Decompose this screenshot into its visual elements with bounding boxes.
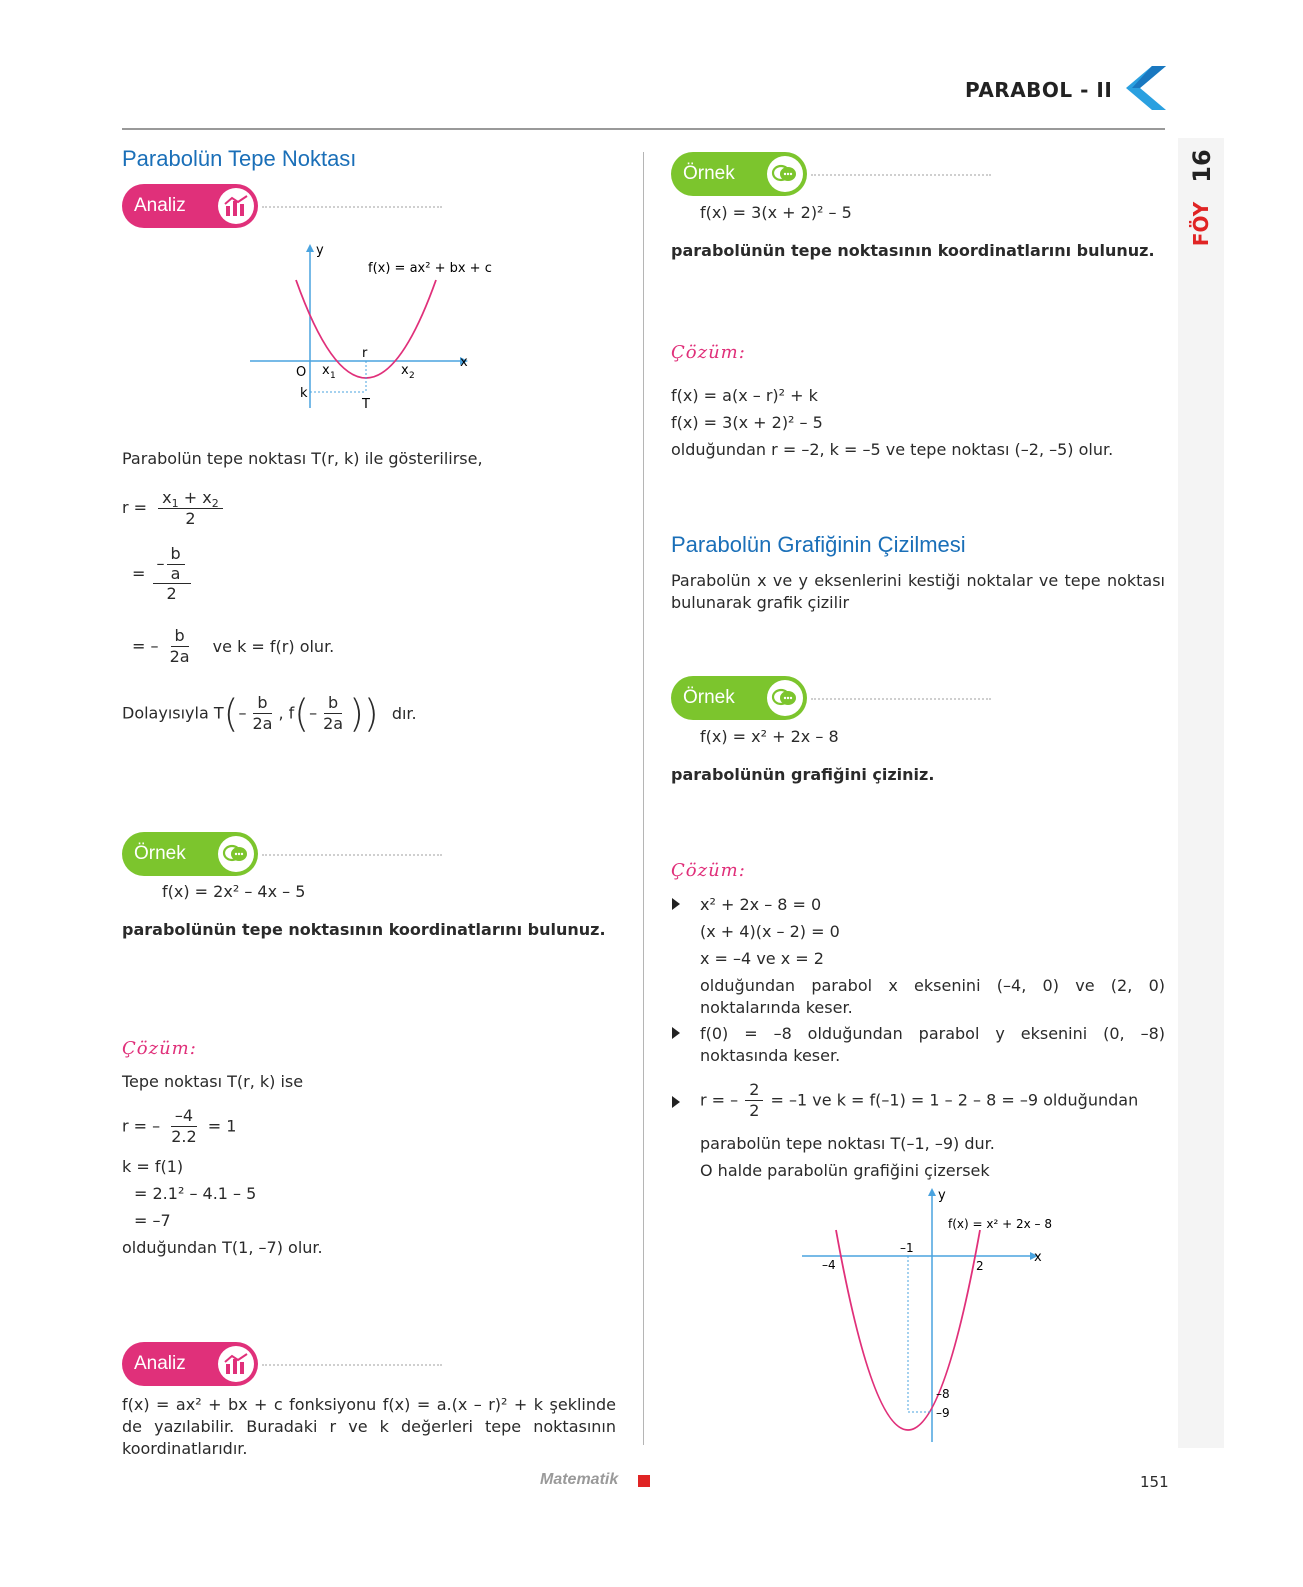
bullet-icon	[672, 1027, 680, 1039]
ornek2-question: parabolünün grafiğini çiziniz.	[671, 765, 935, 784]
solution-r: r = – $\frac{-4}{2.2}$ = 1	[122, 1106, 237, 1146]
speech-bubbles-icon	[767, 680, 803, 716]
vertex-label: T	[362, 397, 370, 412]
page-title: PARABOL - II	[965, 78, 1113, 102]
ornek-badge-right-1	[671, 152, 807, 196]
header-rule	[122, 128, 1165, 130]
ornek-question: parabolünün tepe noktasının koordinatlarını bulunuz.	[122, 920, 606, 939]
step-a3: x = –4 ve x = 2	[700, 949, 824, 968]
k-label: k	[300, 386, 308, 401]
ornek-label: Örnek	[134, 843, 186, 864]
vertex-intro: Parabolün tepe noktası T(r, k) ile gösterilirse,	[122, 449, 483, 468]
r-formula-1: r = $\frac{x_1 + x_2}{2}$	[122, 488, 225, 529]
dotted-line	[262, 854, 442, 856]
x-axis-label: x	[1034, 1250, 1042, 1265]
step-a2: (x + 4)(x – 2) = 0	[700, 922, 840, 941]
bullet-icon	[672, 1096, 680, 1108]
sol1-line2: f(x) = 3(x + 2)² – 5	[671, 413, 823, 432]
vertex-formula: Dolayısıyla T(– $\frac{b}{2a}$ , f(– $\frac{b}{2a}$ )) dır.	[122, 691, 417, 736]
section-title-vertex: Parabolün Tepe Noktası	[122, 146, 357, 171]
analiz-badge-2	[122, 1342, 258, 1386]
section-title-graph: Parabolün Grafiğinin Çizilmesi	[671, 532, 966, 557]
dotted-line	[811, 698, 991, 700]
footer-subject: Matematik	[540, 1471, 619, 1488]
page-number: 151	[1140, 1473, 1169, 1491]
x2-subscript: 2	[409, 371, 415, 381]
tick-minus9: –9	[936, 1406, 950, 1420]
analiz-badge	[122, 184, 258, 228]
function-label: f(x) = ax² + bx + c	[368, 261, 492, 276]
parabola-graph-example	[798, 1184, 1078, 1446]
tick-2: 2	[976, 1259, 984, 1273]
tick-minus4: –4	[822, 1258, 836, 1272]
ornek2-function: f(x) = x² + 2x – 8	[700, 727, 839, 746]
ornek1-function: f(x) = 3(x + 2)² – 5	[700, 203, 852, 222]
step-a4: olduğundan parabol x eksenini (–4, 0) ve (2, 0) noktalarında keser.	[700, 976, 1165, 1017]
dotted-line	[262, 206, 442, 208]
analiz-text: f(x) = ax² + bx + c fonksiyonu f(x) = a.(x – r)² + k şeklinde de yazılabilir. Buradaki r ve k değerleri tepe noktasının koordinatlarıdır.	[122, 1395, 616, 1458]
speech-bubbles-icon	[767, 156, 803, 192]
speech-bubbles-icon	[218, 836, 254, 872]
solution-k3: = –7	[134, 1211, 171, 1230]
step-b1: f(0) = –8 olduğundan parabol y eksenini (0, –8) noktasında keser.	[700, 1024, 1165, 1065]
origin-label: O	[296, 365, 307, 380]
side-letters: FÖY	[1189, 201, 1213, 247]
x2-label: x	[401, 363, 409, 378]
bullet-icon	[672, 898, 680, 910]
step-c1: r = – $\frac{2}{2}$ = –1 ve k = f(–1) = 1 – 2 – 8 = –9 olduğundan	[700, 1080, 1139, 1120]
chart-icon	[218, 1346, 254, 1382]
ornek-label: Örnek	[683, 163, 735, 184]
step-c2: parabolün tepe noktası T(–1, –9) dur.	[700, 1134, 995, 1153]
solution-k1: k = f(1)	[122, 1157, 184, 1176]
column-divider	[643, 152, 644, 1445]
ornek-badge-right-2	[671, 676, 807, 720]
ornek1-question: parabolünün tepe noktasının koordinatlarını bulunuz.	[671, 241, 1155, 260]
solution-intro: Tepe noktası T(r, k) ise	[122, 1072, 304, 1091]
sol1-line1: f(x) = a(x – r)² + k	[671, 386, 818, 405]
y-axis-label: y	[938, 1188, 946, 1203]
step-c3: O halde parabolün grafiğini çizersek	[700, 1161, 990, 1180]
x-axis-label: x	[460, 355, 468, 370]
dotted-line	[262, 1364, 442, 1366]
chevron-left-icon	[1122, 64, 1168, 112]
y-axis-label: y	[316, 243, 324, 258]
parabola-graph-general	[248, 240, 498, 415]
analiz-label: Analiz	[134, 1353, 186, 1374]
solution-k2: = 2.1² – 4.1 – 5	[134, 1184, 257, 1203]
ornek-function: f(x) = 2x² – 4x – 5	[162, 882, 306, 901]
ornek-badge	[122, 832, 258, 876]
cozum-heading: Çözüm:	[122, 1038, 197, 1059]
cozum-heading-right-2: Çözüm:	[671, 860, 746, 881]
r-label: r	[362, 346, 368, 361]
chart-icon	[218, 188, 254, 224]
dotted-line	[811, 174, 991, 176]
ornek-label: Örnek	[683, 687, 735, 708]
cozum-heading-right-1: Çözüm:	[671, 342, 746, 363]
step-a1: x² + 2x – 8 = 0	[700, 895, 822, 914]
chapter-number: 16	[1188, 149, 1216, 183]
footer-square-icon	[638, 1475, 650, 1487]
x1-label: x	[322, 363, 330, 378]
r-formula-3: = – $\frac{b}{2a}$ ve k = f(r) olur.	[132, 626, 335, 666]
r-formula-2: = – $\frac{b}{a}$ 2	[132, 544, 193, 604]
tick-minus8: –8	[936, 1387, 950, 1401]
x1-subscript: 1	[330, 371, 336, 381]
function-label: f(x) = x² + 2x – 8	[948, 1217, 1052, 1231]
section2-text: Parabolün x ve y eksenlerini kestiği noktalar ve tepe noktası bulunarak grafik çizilir	[671, 571, 1165, 612]
tick-minus1: –1	[900, 1241, 914, 1255]
side-tab	[1178, 138, 1224, 1448]
solution-end: olduğundan T(1, –7) olur.	[122, 1238, 323, 1257]
sol1-line3: olduğundan r = –2, k = –5 ve tepe noktası (–2, –5) olur.	[671, 440, 1114, 459]
analiz-label: Analiz	[134, 195, 186, 216]
